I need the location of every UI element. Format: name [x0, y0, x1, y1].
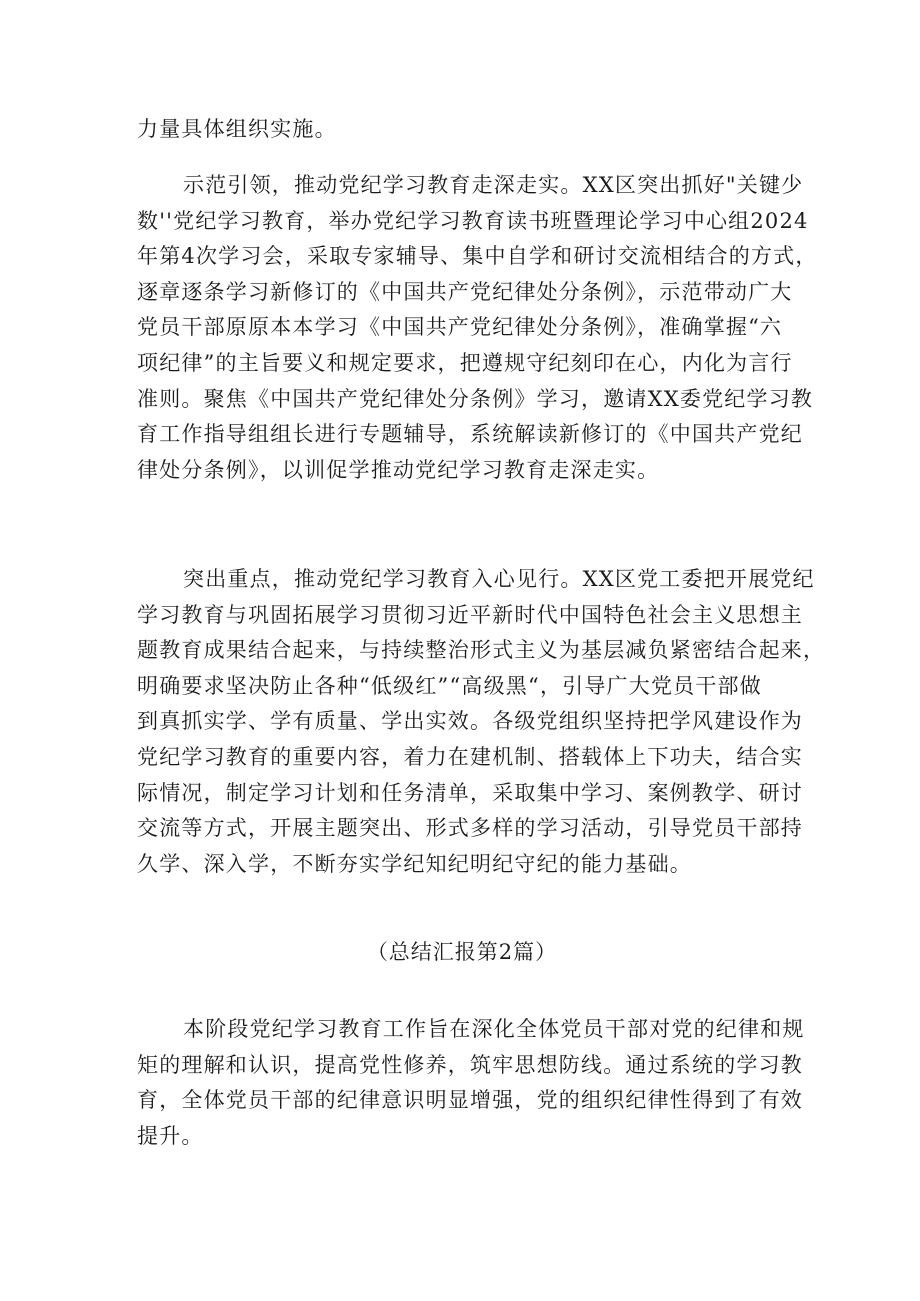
text-line: 育，全体党员干部的纪律意识明显增强，党的组织纪律性得到了有效 [137, 1088, 803, 1113]
text-line: 党员干部原原本本学习《中国共产党纪律处分条例》，准确掌握“六 [137, 315, 783, 340]
text-line: 数''党纪学习教育，举办党纪学习教育读书班暨理论学习中心组2024 [137, 208, 809, 233]
paragraph-continuation [137, 112, 787, 148]
text-line: 际情况，制定学习计划和任务清单，采取集中学习、案例教学、研讨 [137, 780, 803, 805]
text-line: 学习教育与巩固拓展学习贯彻习近平新时代中国特色社会主义思想主 [137, 602, 803, 627]
text-line: 力量具体组织实施。 [137, 117, 337, 141]
paragraph-highlight-focus [137, 562, 826, 882]
text-line: 到真抓实学、学有质量、学出实效。各级党组织坚持把学风建设作为 [137, 709, 803, 734]
text-line: 育工作指导组组长进行专题辅导，系统解读新修订的《中国共产党纪 [137, 422, 803, 447]
text-line: 题教育成果结合起来，与持续整治形式主义为基层减负紧密结合起来， [137, 638, 826, 663]
text-line: 交流等方式，开展主题突出、形式多样的学习活动，引导党员干部持 [137, 816, 803, 841]
text-line: 提升。 [137, 1123, 204, 1148]
text-line: 逐章逐条学习新修订的《中国共产党纪律处分条例》，示范带动广大 [137, 279, 793, 304]
text-line: 示范引领，推动党纪学习教育走深走实。XX区突出抓好"关键少 [183, 173, 804, 197]
text-line: 矩的理解和认识，提高党性修养，筑牢思想防线。通过系统的学习教 [137, 1052, 803, 1077]
text-line: 突出重点，推动党纪学习教育入心见行。XX区党工委把开展党纪 [183, 567, 815, 591]
text-line: 准则。聚焦《中国共产党纪律处分条例》学习，邀请XX委党纪学习教 [137, 386, 814, 411]
text-line: 党纪学习教育的重要内容，着力在建机制、搭载体上下功夫，结合实 [137, 744, 803, 769]
text-line: 项纪律”的主旨要义和规定要求，把遵规守纪刻印在心，内化为言行 [137, 350, 793, 375]
text-line: 律处分条例》，以训促学推动党纪学习教育走深走实。 [137, 457, 660, 482]
section-heading: （总结汇报第2篇） [366, 940, 558, 964]
paragraph-demonstration-lead [137, 168, 818, 488]
text-line: 久学、深入学，不断夯实学纪知纪明纪守纪的能力基础。 [137, 851, 692, 876]
text-line: 年第4次学习会，采取专家辅导、集中自学和研讨交流相结合的方式， [137, 244, 818, 269]
text-line: 明确要求坚决防止各种“低级红”“高级黑“，引导广大党员干部做 [137, 673, 762, 698]
text-line: 本阶段党纪学习教育工作旨在深化全体党员干部对党的纪律和规 [183, 1017, 805, 1041]
paragraph-stage-summary [137, 1012, 805, 1154]
